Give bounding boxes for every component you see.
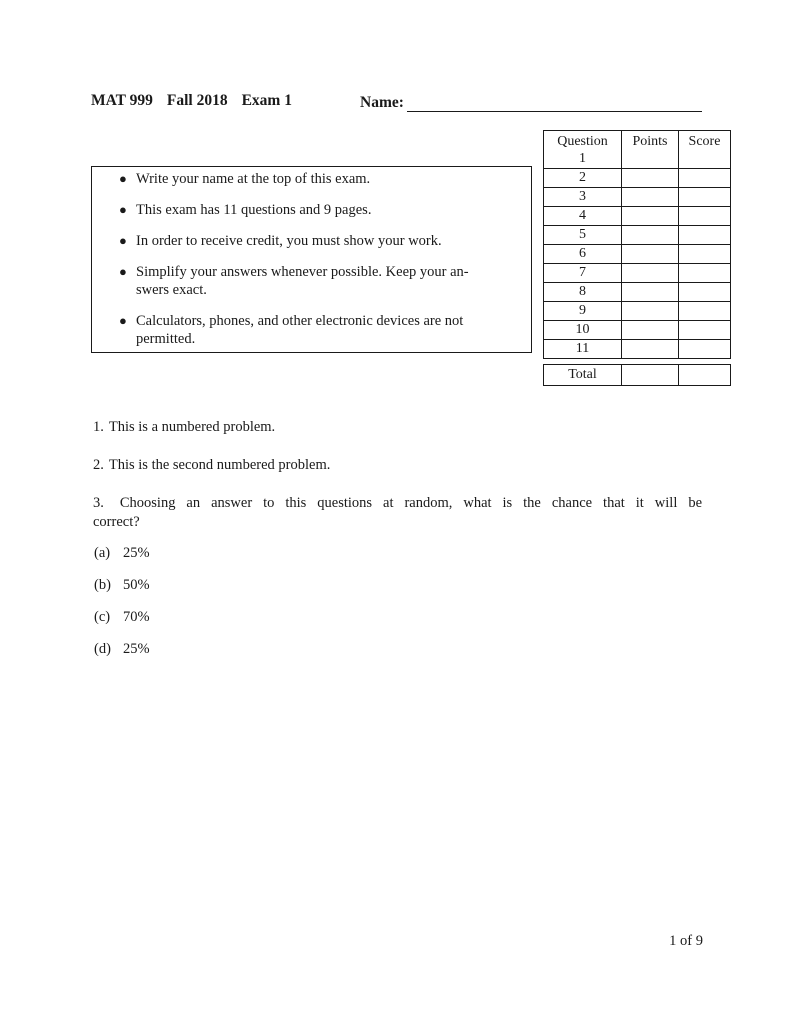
total-score-cell (678, 365, 730, 385)
points-cell (621, 169, 678, 187)
score-cell (678, 188, 730, 206)
problem-3 (93, 494, 702, 532)
problem-text-line (93, 494, 702, 513)
score-table-row (544, 206, 730, 225)
instruction-line: This exam has 11 questions and 9 pages. (136, 202, 372, 218)
score-cell (678, 245, 730, 263)
instruction-line: Write your name at the top of this exam. (136, 171, 371, 187)
choice-value: 70% (123, 609, 150, 625)
choice-value: 25% (123, 641, 150, 657)
exam-number: Exam 1 (241, 92, 292, 109)
points-cell (621, 340, 678, 358)
score-table-row (544, 225, 730, 244)
choice-label: (b) (94, 577, 111, 593)
bullet-icon: ● (119, 233, 127, 248)
choice-value: 50% (123, 577, 150, 593)
points-cell (621, 188, 678, 206)
points-cell (621, 207, 678, 225)
score-cell (678, 283, 730, 301)
choice-label: (a) (94, 545, 111, 561)
question-cell: 9 (579, 303, 586, 318)
problem-text: This is the second numbered problem. (108, 457, 331, 473)
problem-text: Choosing an answer to this questions at random, what is the chance that it will be (119, 495, 703, 511)
question-cell: 4 (579, 208, 586, 223)
name-row (360, 92, 702, 112)
points-cell (621, 302, 678, 320)
question-cell: 5 (579, 227, 586, 242)
course-code: MAT 999 (91, 92, 153, 109)
choice-option-b (94, 577, 150, 594)
problem-text-line: correct? (93, 514, 140, 530)
name-label: Name: (360, 94, 404, 111)
bullet-icon: ● (119, 171, 127, 186)
question-cell: 10 (575, 322, 590, 337)
score-table-row (544, 168, 730, 187)
problem-1 (93, 418, 702, 437)
score-cell (678, 264, 730, 282)
instruction-line: permitted. (136, 331, 196, 347)
bullet-icon: ● (119, 202, 127, 217)
instruction-line: Calculators, phones, and other electronic devices are not (136, 313, 464, 329)
score-table-row (544, 301, 730, 320)
points-cell (621, 321, 678, 339)
score-cell (678, 302, 730, 320)
choice-label: (d) (94, 641, 111, 657)
points-cell (621, 245, 678, 263)
points-cell (621, 151, 678, 168)
term-label: Fall 2018 (166, 92, 228, 109)
instructions-box (91, 166, 532, 353)
problem-number: 3. (93, 495, 104, 511)
score-table-row (544, 339, 730, 358)
score-header-cell: Score (678, 131, 730, 151)
points-cell (621, 226, 678, 244)
instruction-item (119, 263, 525, 299)
problem-number: 1. (93, 419, 104, 435)
bullet-icon: ● (119, 313, 127, 328)
question-header-cell: Question (557, 134, 608, 149)
score-cell (678, 151, 730, 168)
instruction-line: swers exact. (136, 282, 207, 298)
bullet-icon: ● (119, 264, 127, 279)
instruction-item (119, 201, 525, 219)
points-cell (621, 283, 678, 301)
score-table-row (544, 244, 730, 263)
problem-number: 2. (93, 457, 104, 473)
score-cell (678, 169, 730, 187)
problem-2 (93, 456, 702, 475)
exam-title (91, 92, 292, 110)
page-number: 1 of 9 (669, 933, 703, 949)
question-cell: 11 (575, 341, 590, 356)
total-points-cell (621, 365, 678, 385)
instruction-item (119, 170, 525, 188)
question-cell: 8 (579, 284, 586, 299)
score-table-row (544, 320, 730, 339)
score-table-row (544, 282, 730, 301)
score-cell (678, 321, 730, 339)
points-cell (621, 264, 678, 282)
choice-option-d (94, 641, 150, 658)
score-table-row (544, 187, 730, 206)
score-table-row (544, 263, 730, 282)
score-cell (678, 226, 730, 244)
total-row (544, 365, 730, 385)
choice-option-a (94, 545, 150, 562)
choice-option-c (94, 609, 150, 626)
score-table-header-row (544, 131, 730, 151)
question-cell: 1 (579, 151, 586, 166)
question-cell: 2 (579, 170, 586, 185)
instruction-line: Simplify your answers whenever possible. Keep your an- (136, 264, 469, 280)
points-header-cell: Points (621, 131, 678, 151)
choice-value: 25% (123, 545, 150, 561)
score-table-row (544, 151, 730, 168)
choice-label: (c) (94, 609, 111, 625)
question-cell: 3 (579, 189, 586, 204)
score-cell (678, 207, 730, 225)
choices-list (94, 545, 150, 673)
instruction-line: In order to receive credit, you must show your work. (136, 233, 442, 249)
question-cell: 6 (579, 246, 586, 261)
instruction-item (119, 312, 525, 348)
question-cell: 7 (579, 265, 586, 280)
instruction-item (119, 232, 525, 250)
name-blank-line (407, 92, 702, 112)
problem-text: This is a numbered problem. (108, 419, 276, 435)
total-table (543, 364, 731, 386)
score-cell (678, 340, 730, 358)
score-table (543, 130, 731, 359)
total-label-cell: Total (568, 367, 597, 382)
